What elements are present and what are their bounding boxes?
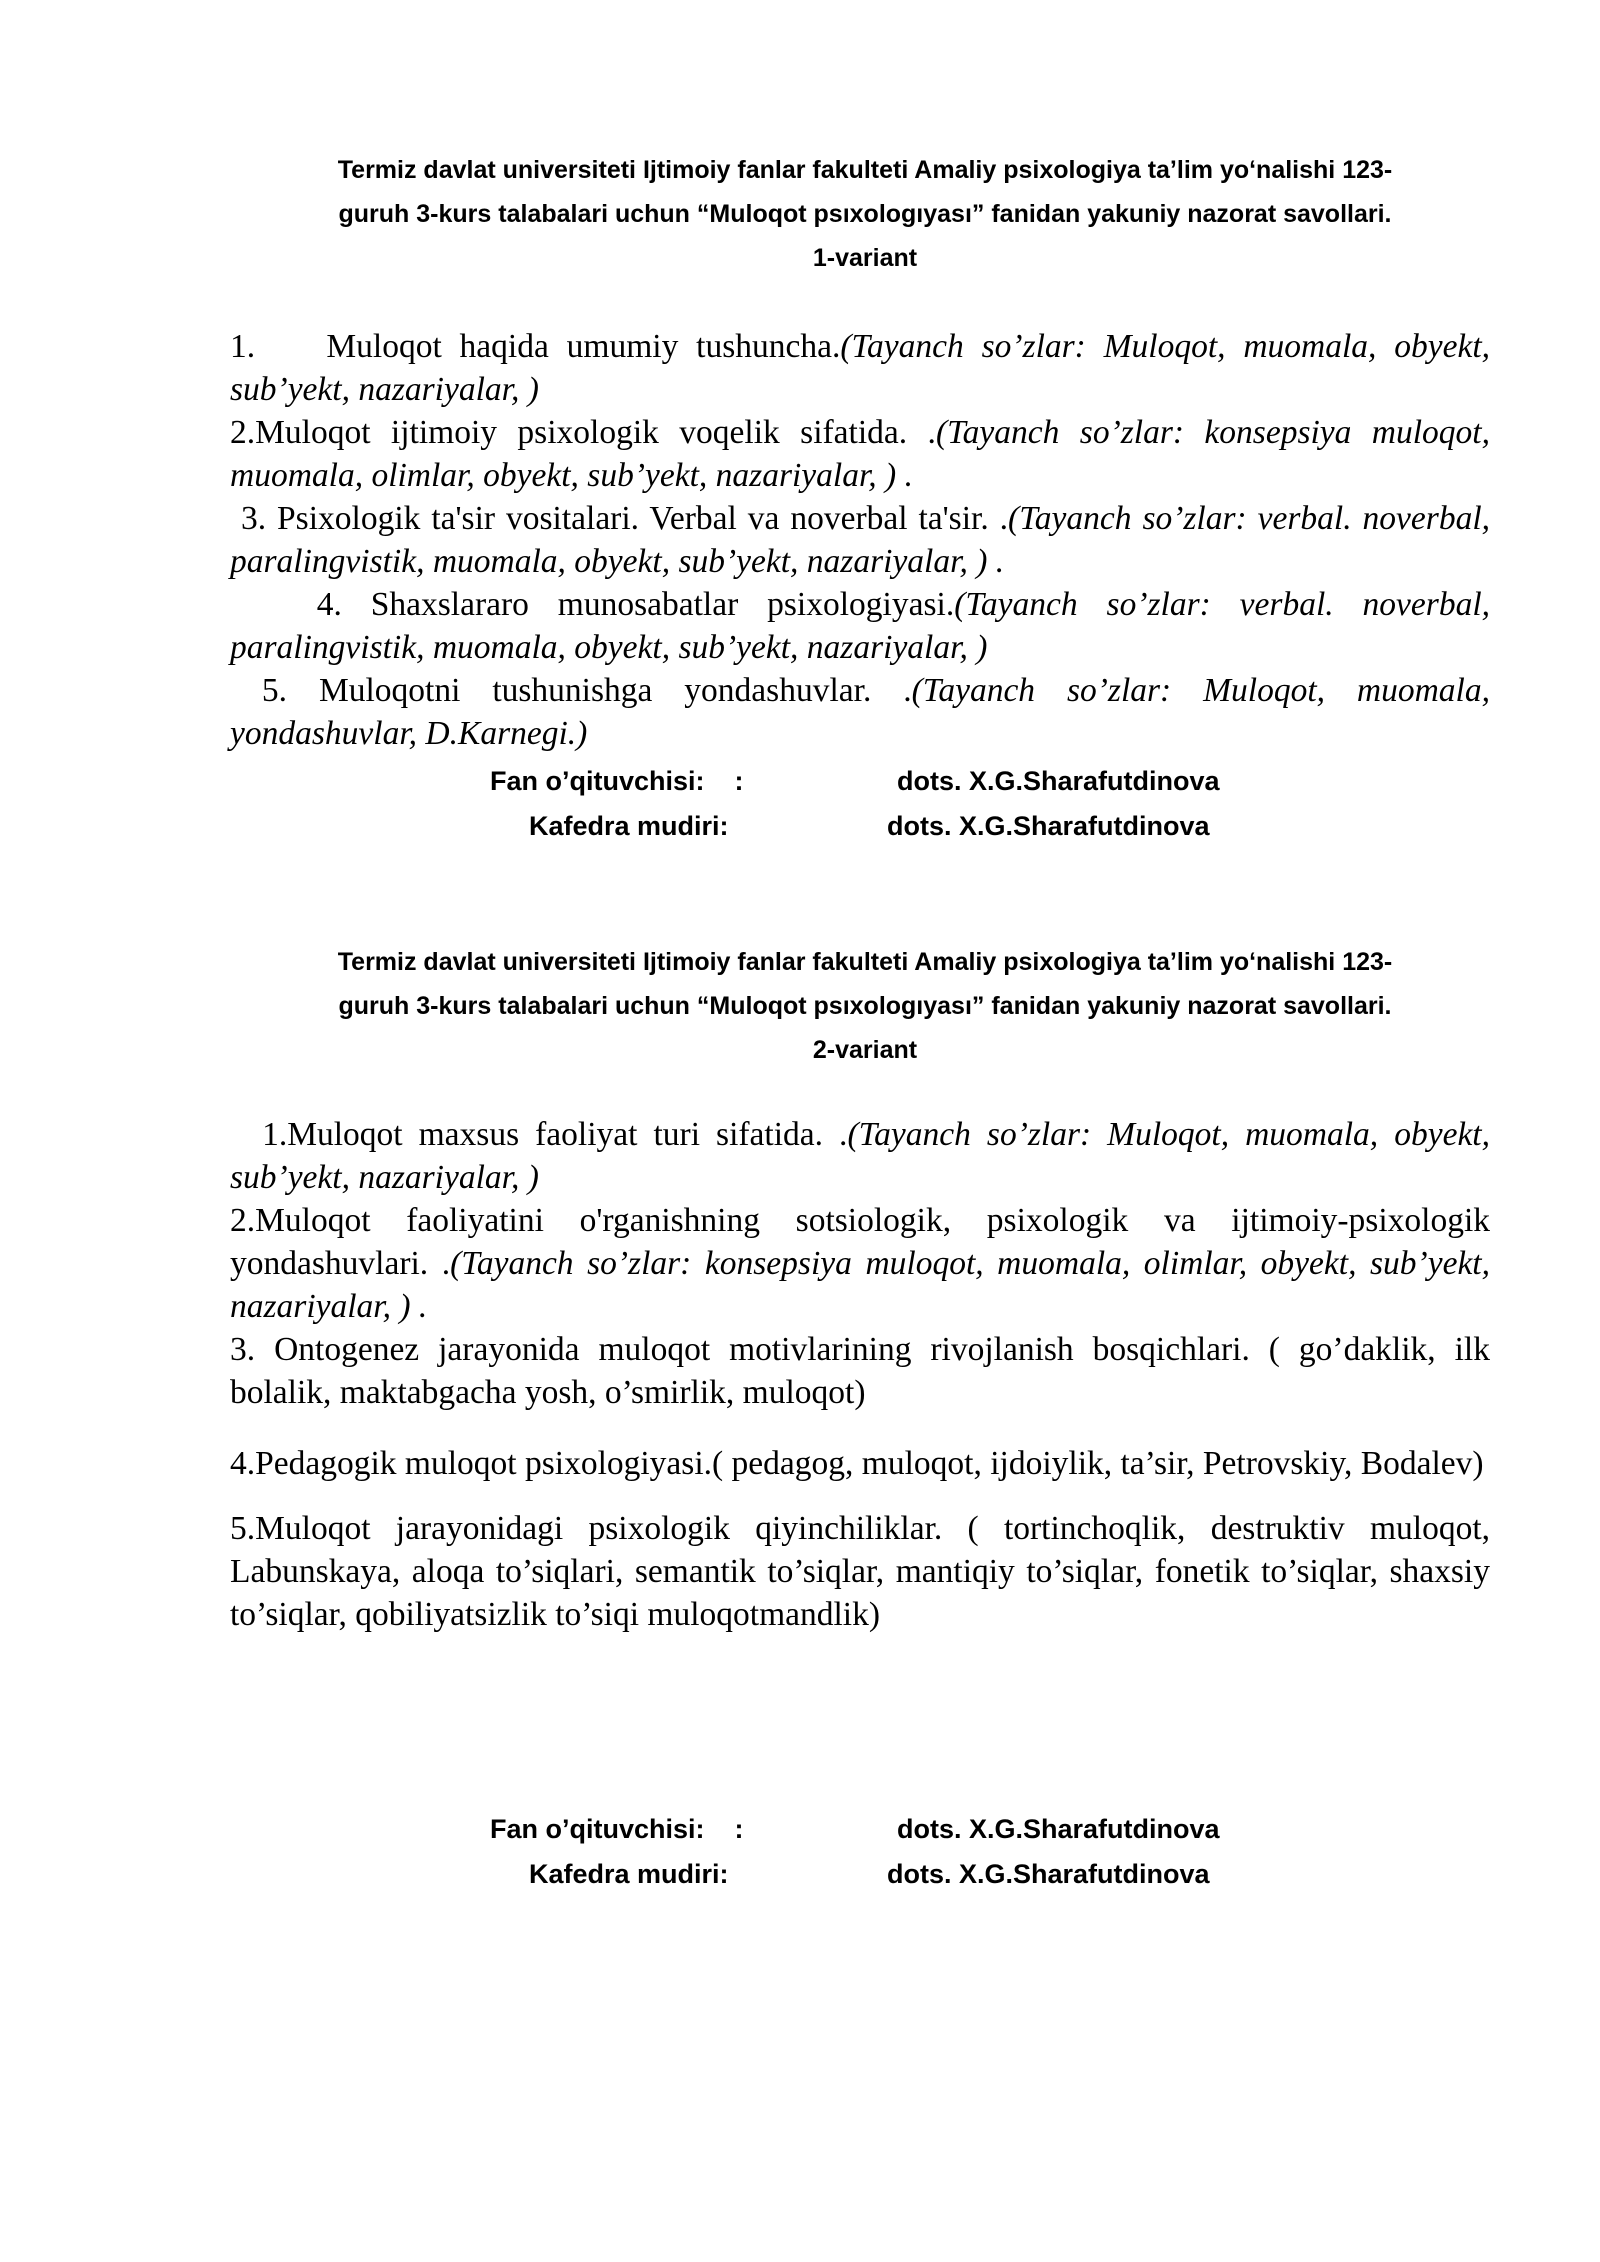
variant2-header-line-1: Termiz davlat universiteti Ijtimoiy fanlar fakulteti Amaliy psixologiya ta’lim yo‘nalishi 123- xyxy=(337,948,1393,976)
variant1-question-list xyxy=(230,325,1490,755)
question-text: 2.Muloqot faoliyatini o'rganishning sotsiologik, psixologik va ijtimoiy-psixologik yondashuvlari. . xyxy=(230,1202,1490,1282)
question-keywords: (Tayanch so’zlar: Muloqot, muomala, obyekt, sub’yekt, nazariyalar, ) xyxy=(230,1116,1490,1196)
question-text: 4. Shaxslararo munosabatlar psixologiyasi. xyxy=(230,586,955,623)
variant2-header-variant: 2-variant xyxy=(812,1036,918,1064)
variant1-question-4 xyxy=(230,583,1490,669)
variant1-head-label: Kafedra mudiri: xyxy=(529,811,729,841)
question-text: 3. Psixologik ta'sir vositalari. Verbal va noverbal ta'sir. . xyxy=(230,500,1009,537)
question-text: 5. Muloqotni tushunishga yondashuvlar. . xyxy=(230,672,912,709)
variant2-teacher-label: Fan o’qituvchisi: : xyxy=(490,1814,744,1844)
question-keywords: (Tayanch so’zlar: konsepsiya muloqot, muomala, olimlar, obyekt, sub’yekt, nazariyalar, ) . xyxy=(230,1245,1490,1325)
variant1-teacher-label: Fan o’qituvchisi: : xyxy=(490,766,744,796)
variant2-question-5 xyxy=(230,1507,1490,1636)
question-keywords: (Tayanch so’zlar: Muloqot, muomala, obyekt, sub’yekt, nazariyalar, ) xyxy=(230,328,1490,408)
question-keywords: (Tayanch so’zlar: Muloqot, muomala, yondashuvlar, D.Karnegi.) xyxy=(230,672,1490,752)
variant1-header-line-1: Termiz davlat universiteti Ijtimoiy fanlar fakulteti Amaliy psixologiya ta’lim yo‘nalishi 123- xyxy=(337,156,1393,184)
question-text: 1. Muloqot haqida umumiy tushuncha. xyxy=(230,328,841,365)
question-text: 4.Pedagogik muloqot psixologiyasi.( pedagog, muloqot, ijdoiylik, ta’sir, Petrovskiy, Bodalev) xyxy=(230,1445,1484,1482)
variant1-head-name: dots. X.G.Sharafutdinova xyxy=(887,811,1210,841)
variant1-header-line-2: guruh 3-kurs talabalari uchun “Muloqot psıxologıyası” fanidan yakuniy nazorat savollari. xyxy=(338,200,1392,228)
variant2-question-2 xyxy=(230,1199,1490,1328)
variant1-question-5 xyxy=(230,669,1490,755)
variant1-header xyxy=(230,148,1500,280)
variant2-head-label: Kafedra mudiri: xyxy=(529,1859,729,1889)
question-keywords: (Tayanch so’zlar: verbal. noverbal, paralingvistik, muomala, obyekt, sub’yekt, nazariyalar, ) . xyxy=(230,500,1490,580)
variant2-header-line-2: guruh 3-kurs talabalari uchun “Muloqot psıxologıyası” fanidan yakuniy nazorat savollari. xyxy=(338,992,1392,1020)
variant1-question-3 xyxy=(230,497,1490,583)
variant2-question-3 xyxy=(230,1328,1490,1414)
variant2-question-4 xyxy=(230,1442,1490,1485)
question-text: 1.Muloqot maxsus faoliyat turi sifatida. . xyxy=(230,1116,848,1153)
variant2-question-list xyxy=(230,1113,1490,1636)
question-text: 2.Muloqot ijtimoiy psixologik voqelik sifatida. . xyxy=(230,414,936,451)
variant1-question-2 xyxy=(230,411,1490,497)
question-keywords: (Tayanch so’zlar: konsepsiya muloqot, muomala, olimlar, obyekt, sub’yekt, nazariyalar, ) . xyxy=(230,414,1490,494)
variant2-head-name: dots. X.G.Sharafutdinova xyxy=(887,1859,1210,1889)
question-text: 5.Muloqot jarayonidagi psixologik qiyinchiliklar. ( tortinchoqlik, destruktiv muloqot, Labunskaya, aloqa to’siqlari, semantik to’siqlar, mantiqiy to’siqlar, fonetik to’siqlar, shaxsiy to’siqlar, qobiliyatsizlik to’siqi muloqotmandlik) xyxy=(230,1510,1490,1633)
variant1-question-1 xyxy=(230,325,1490,411)
variant2-header xyxy=(230,940,1500,1072)
variant1-header-variant: 1-variant xyxy=(812,244,918,272)
question-keywords: (Tayanch so’zlar: verbal. noverbal, paralingvistik, muomala, obyekt, sub’yekt, nazariyalar, ) xyxy=(230,586,1490,666)
question-text: 3. Ontogenez jarayonida muloqot motivlarining rivojlanish bosqichlari. ( go’daklik, ilk bolalik, maktabgacha yosh, o’smirlik, muloqot) xyxy=(230,1331,1490,1411)
variant1-teacher-name: dots. X.G.Sharafutdinova xyxy=(897,766,1220,796)
variant2-teacher-name: dots. X.G.Sharafutdinova xyxy=(897,1814,1220,1844)
variant2-question-1 xyxy=(230,1113,1490,1199)
